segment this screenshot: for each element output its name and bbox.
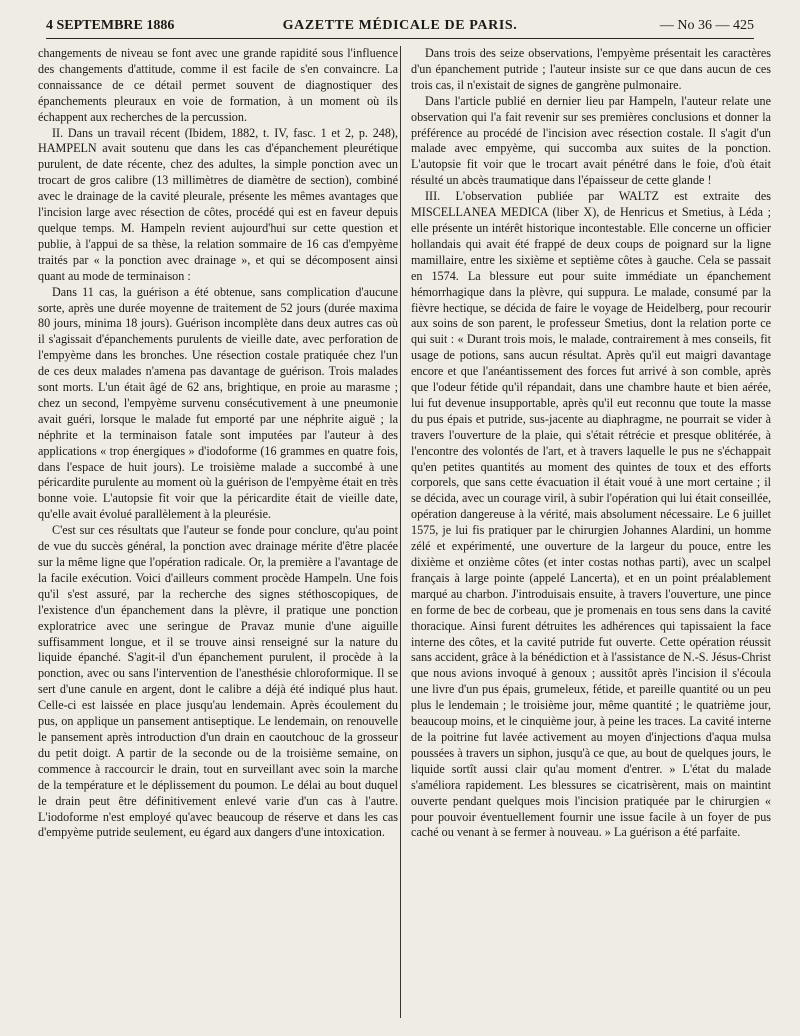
paragraph: III. L'observation publiée par WALTZ est extraite des MISCELLANEA MEDICA (liber X), de Henricus et Smetius, à Léda ; elle présente un intérêt historique incontestable. Elle concerne un officier hollandais qui avait été frappé de deux coups de poignard sur la ligne mamillaire, entre les sixième et septième côtes à gauche. Cela se passait en 1574. La blessure eut pour suite immédiate un épanchement hémorrhagique dans la plèvre, qui suppura. Le malade, consumé par la fièvre hectique, se décida de faire le voyage de Heidelberg, pour recourir aux soins de son parent, le professeur Smetius, dont la relation porte ce qui suit : « Durant trois mois, le malade, contrairement à mes conseils, fit usage de potions, sans aucun résultat. Après qu'il eut maigri davantage encore et que l'anéantissement des forces fut arrivé à son comble, après que l'odeur fétide qu'il répandait, dans une chambre haute et bien aérée, lui fut devenue insupportable, après qu'il eut reconnu que toute la masse du pus épais et putride, sus-jacente au diaphragme, ne pourrait se vider à travers l'ouverture de la plaie, qui s'était rétrécie et presque oblitérée, à l'encontre des volontés de l'art, et à travers laquelle le pus ne s'échappait qu'en petites quantités au moment des quintes de toux et des efforts corporels, que sans cette évacuation il était voué à une mort certaine ; il se décida, avec un courage viril, à subir l'opération qui lui était conseillée, opération dangereuse à la vérité, mais absolument nécessaire. Le 6 juillet 1575, je lui fis pratiquer par le chirurgien Johannes Alardini, un homme zélé et expérimenté, une ouverture de la largeur du pouce, entre les dixième et onzième côtes (et inter costas nothas parti), avec un scalpel français à large pointe (appelé Lancerta), et en un point préalablement marqué au charbon. J'introduisais ensuite, à travers l'ouverture, une pince en forme de bec de corbeau, que je promenais en tous sens dans la cavité thoracique. Ainsi furent détruites les adhérences qui tapissaient la face interne des côtes, et la cavité putride fut ouverte. Cette opération réussit sans accident, grâce à la bénédiction et à l'assistance de N.-S. Jésus-Christ que nous avions invoqué à genoux ; aussitôt après l'incision il s'écoula une livre d'un pus épais, grumeleux, fétide, et pareille quantité ou un peu plus le lendemain ; le troisième jour, même quantité ; le quatrième jour, beaucoup moins, et le cinquième jour, à peine les traces. La cavité interne de la poitrine fut lavée activement au moyen d'injections d'aqua mulsa poussées à travers un siphon, jusqu'à ce que, au bout de quelques jours, le liquide sortît aussi clair qu'au moment d'entrer. » L'état du malade s'améliora rapidement. Les blessures se cicatrisèrent, mais on maintint ouverte pendant quelques mois l'incision pratiquée par le chirurgien « pour pouvoir éventuellement fournir une issue facile à un foyer de pus caché ou venant à se fermer à nouveau. » La guérison a été parfaite. xyxy=(411,189,771,840)
paragraph: Dans 11 cas, la guérison a été obtenue, sans complication d'aucune sorte, après une durée moyenne de traitement de 52 jours (durée maxima 80 jours, minima 18 jours). Guérison incomplète dans deux autres cas où il s'agissait d'épanchements purulents de vieille date, avec perforation de l'empyème dans les bronches. Une résection costale pratiquée chez l'un de ces deux malades n'amena pas davantage de guérison. Trois malades sont morts. L'un était âgé de 62 ans, brightique, en proie au marasme ; chez un second, l'empyème survenu consécutivement à une pneumonie avait guéri, lorsque le malade fut emporté par une néphrite aiguë ; la néphrite et la terminaison fatale sont imputées par l'auteur à des applications « trop énergiques » d'iodoforme (16 grammes en quatre fois, dans l'espace de huit jours). Le troisième malade a succombé à une péricardite purulente au moment où la guérison de l'empyème était en très bonne voie. L'autopsie fit voir que la péricardite était de vieille date, qu'elle avait évolué parallèlement à la pleurésie. xyxy=(38,284,398,522)
right-column xyxy=(411,46,771,841)
paragraph: changements de niveau se font avec une grande rapidité sous l'influence des changements d'attitude, comme il est facile de s'en convaincre. La connaissance de ce détail permet souvent de diagnostiquer des épanchements pleuraux en voie de formation, à un moment où ils échappent aux recherches de la percussion. xyxy=(38,46,398,124)
left-column xyxy=(38,46,398,841)
paragraph: C'est sur ces résultats que l'auteur se fonde pour conclure, qu'au point de vue du succès général, la ponction avec drainage mérite d'être placée sur la même ligne que l'opération radicale. Or, la première a l'avantage de la facile exécution. Voici d'ailleurs comment procède Hampeln. Une fois qu'il s'est assuré, par la recherche des signes stéthoscopiques, de l'existence d'un épanchement dans la plèvre, il pratique une ponction exploratrice avec une seringue de Pravaz munie d'une aiguille suffisamment longue, et il se trouve ainsi renseigné sur la nature du liquide épanché. S'agit-il d'un épanchement purulent, il procède à la ponction, avec ou sans l'intervention de l'anesthésie chloroformique. Il se sert d'une canule en argent, dont le calibre a déjà été indiqué plus haut. Celle-ci est laissée en place jusqu'au lendemain. Après écoulement du pus, on applique un pansement antiseptique. Le lendemain, on renouvelle le pansement après introduction d'un drain en caoutchouc de la grosseur du petit doigt. A partir de la seconde ou de la troisième semaine, on commence à raccourcir le drain, tout en surveillant avec soin la marche de la température et le déplissement du poumon. Le délai au bout duquel le drain peut être définitivement enlevé varie d'un cas à l'autre. L'iodoforme n'est employé qu'avec beaucoup de réserve et dans les cas d'empyème putride seulement, eu égard aux dangers d'une intoxication. xyxy=(38,523,398,840)
column-divider xyxy=(400,46,401,1018)
paragraph: Dans trois des seize observations, l'empyème présentait les caractères d'un épanchement putride ; l'auteur insiste sur ce que dans aucun de ces trois cas, il n'existait de signes de gangrène pulmonaire. xyxy=(411,46,771,92)
journal-title: GAZETTE MÉDICALE DE PARIS. xyxy=(282,18,518,33)
issue-page-number: — No 36 — 425 xyxy=(659,18,754,33)
paragraph: II. Dans un travail récent (Ibidem, 1882, t. IV, fasc. 1 et 2, p. 248), HAMPELN avait soutenu que dans les cas d'épanchement pleurétique purulent, de date récente, chez des adultes, la simple ponction avec un trocart de gros calibre (13 millimètres de diamètre de section), combiné avec le drainage de la cavité pleurale, présente les mêmes avantages que l'incision large avec résection de côtes, procédé qui est en faveur depuis quelque temps. M. Hampeln revient aujourd'hui sur cette question et publie, à l'appui de sa thèse, la relation sommaire de 16 cas d'empyème traités par « la ponction avec drainage », et qui se décomposent ainsi quant au mode de terminaison : xyxy=(38,125,398,283)
running-header xyxy=(46,14,754,39)
header-date: 4 SEPTEMBRE 1886 xyxy=(46,18,175,33)
paragraph: Dans l'article publié en dernier lieu par Hampeln, l'auteur relate une observation qui l'a fait revenir sur ses premières conclusions et donner la préférence au procédé de l'incision avec résection costale. Il s'agit d'un malade avec empyème, qui succomba aux suites de la ponction. L'autopsie fit voir que le trocart avait pénétré dans le foie, d'où était résulté un abcès traumatique dans l'épaisseur de cette glande ! xyxy=(411,93,771,188)
